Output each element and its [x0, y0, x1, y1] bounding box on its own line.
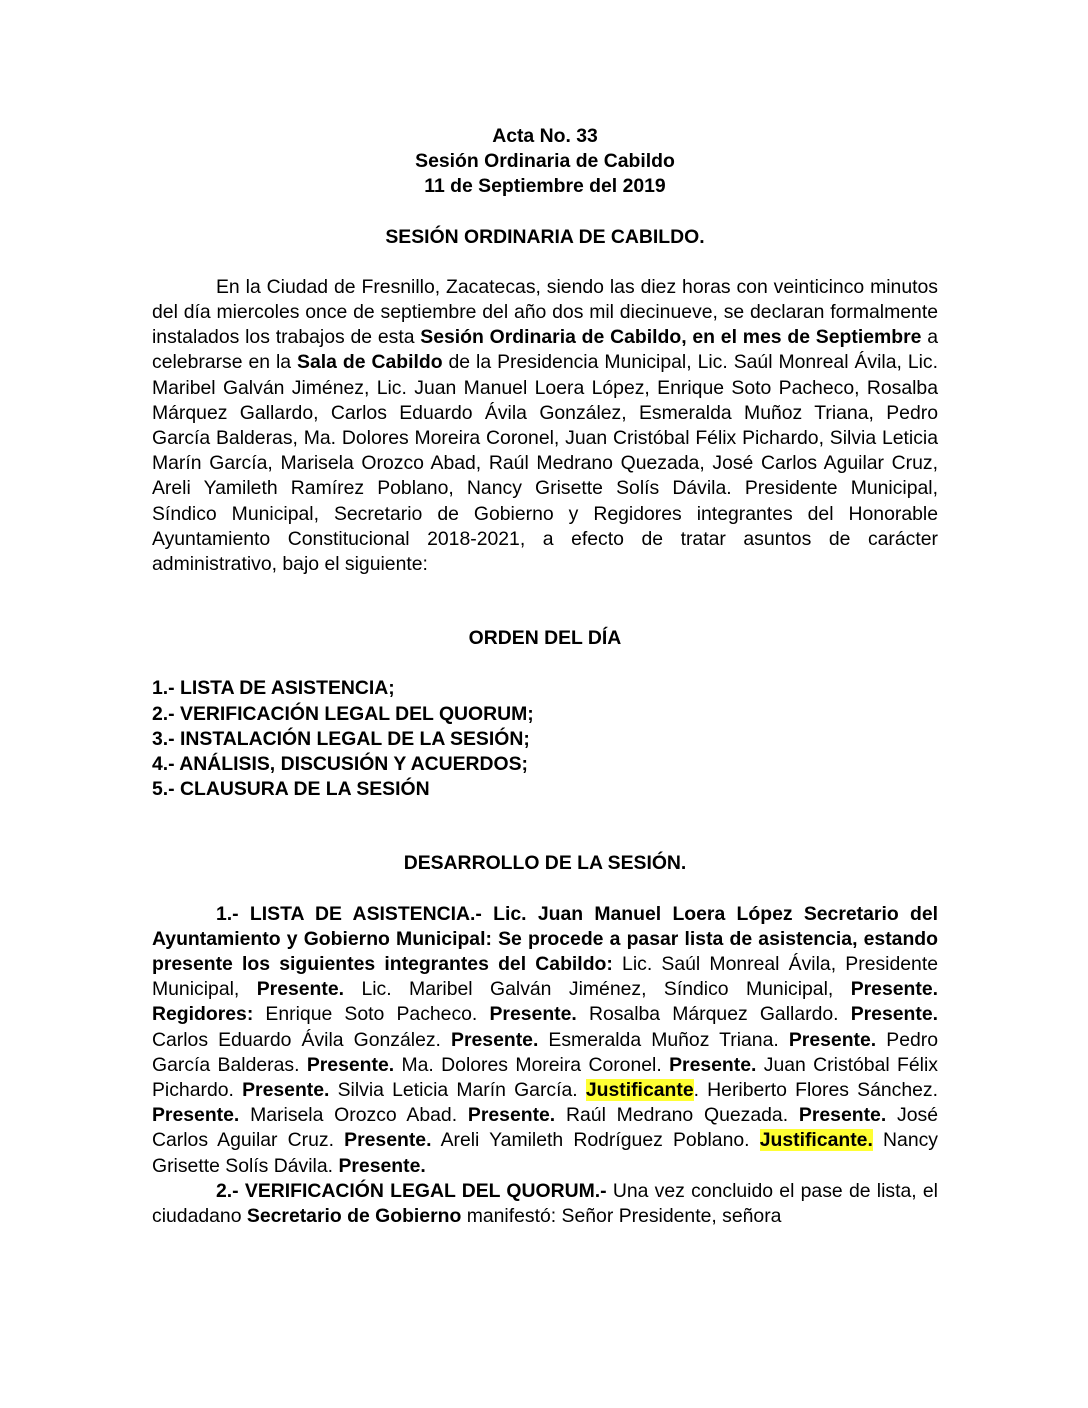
document-title: SESIÓN ORDINARIA DE CABILDO. — [385, 225, 705, 248]
present-mark: Presente. — [850, 978, 939, 1001]
intro-bold-room: Sala de Cabildo — [297, 351, 443, 374]
attendance-text: Silvia Leticia Marín García. — [329, 1078, 586, 1101]
present-mark: Presente. — [242, 1078, 330, 1101]
present-mark: Presente. — [306, 1053, 395, 1076]
justificante-highlight: Justificante. — [759, 1129, 873, 1152]
attendance-text: José Carlos Aguilar Cruz. — [152, 1104, 938, 1152]
attendance-text: Enrique Soto Pacheco. — [253, 1003, 490, 1026]
session-type: Sesión Ordinaria de Cabildo — [415, 150, 675, 173]
agenda-list — [152, 676, 938, 802]
regidores-label: Regidores: — [152, 1003, 254, 1026]
attendance-text: Lic. Maribel Galván Jiménez, Síndico Municipal, — [344, 978, 851, 1001]
quorum-text: Una vez concluido el pase de lista, el ciudadano — [152, 1179, 938, 1227]
attendance-text: Raúl Medrano Quezada. — [555, 1104, 799, 1127]
intro-bold-session: Sesión Ordinaria de Cabildo, en el mes de Septiembre — [420, 326, 922, 349]
development-title: DESARROLLO DE LA SESIÓN. — [403, 852, 687, 875]
act-header — [152, 124, 938, 200]
agenda-item: 5.- CLAUSURA DE LA SESIÓN — [152, 778, 430, 801]
attendance-text: Lic. Saúl Monreal Ávila, Presidente Municipal, — [152, 952, 938, 1001]
agenda-item: 3.- INSTALACIÓN LEGAL DE LA SESIÓN; — [152, 727, 530, 750]
attendance-text: Carlos Eduardo Ávila González. — [152, 1028, 452, 1051]
quorum-paragraph — [152, 1179, 938, 1229]
attendance-paragraph — [152, 902, 938, 1179]
attendance-text: . Heriberto Flores Sánchez. — [693, 1078, 938, 1101]
attendance-text: Rosalba Márquez Gallardo. — [576, 1003, 851, 1026]
document-body — [152, 124, 938, 1229]
present-mark: Presente. — [489, 1003, 577, 1026]
intro-text: de la Presidencia Municipal, Lic. Saúl Monreal Ávila, Lic. Maribel Galván Jiménez, Lic. Juan Manuel Loera López, Enrique Soto Pacheco, Rosalba Márquez Gallardo, Carlos Eduardo Ávila González, Esmeralda Muñoz Triana, Pedro García Balderas, Ma. Dolores Moreira Coronel, Juan Cristóbal Félix Pichardo, Silvia Leticia Marín García, Marisela Orozco Abad, Raúl Medrano Quezada, José Carlos Aguilar Cruz, Areli Yamileth Ramírez Poblano, Nancy Grisette Solís Dávila. Presidente Municipal, Síndico Municipal, Secretario de Gobierno y Regidores integrantes del Honorable Ayuntamiento Constitucional 2018-2021, a efecto de tratar asuntos de carácter administrativo, bajo el siguiente: — [152, 351, 939, 575]
agenda-title: ORDEN DEL DÍA — [468, 627, 622, 650]
intro-paragraph — [152, 275, 938, 577]
quorum-heading: 2.- VERIFICACIÓN LEGAL DEL QUORUM.- — [216, 1179, 607, 1202]
present-mark: Presente. — [338, 1154, 426, 1177]
present-mark: Presente. — [798, 1104, 887, 1127]
agenda-item: 2.- VERIFICACIÓN LEGAL DEL QUORUM; — [152, 702, 534, 725]
attendance-text: Esmeralda Muñoz Triana. — [538, 1028, 789, 1051]
intro-text: a celebrarse en la — [152, 326, 939, 374]
present-mark: Presente. — [256, 978, 345, 1001]
agenda-item: 1.- LISTA DE ASISTENCIA; — [152, 677, 395, 700]
act-number: Acta No. 33 — [492, 125, 598, 147]
attendance-text: Nancy Grisette Solís Dávila. — [152, 1129, 938, 1177]
present-mark: Presente. — [850, 1003, 938, 1026]
present-mark: Presente. — [451, 1028, 539, 1051]
present-mark: Presente. — [344, 1129, 432, 1152]
present-mark: Presente. — [152, 1104, 240, 1127]
attendance-text: Ma. Dolores Moreira Coronel. — [394, 1053, 670, 1076]
quorum-text: manifestó: Señor Presidente, señora — [461, 1204, 782, 1227]
agenda-item: 4.- ANÁLISIS, DISCUSIÓN Y ACUERDOS; — [152, 752, 529, 775]
intro-text: En la Ciudad de Fresnillo, Zacatecas, siendo las diez horas con veinticinco minutos del día miercoles once de septiembre del año dos mil diecinueve, se declaran formalmente instalados los trabajos de esta — [152, 275, 938, 349]
quorum-bold-secretary: Secretario de Gobierno — [246, 1204, 462, 1227]
attendance-text: Pedro García Balderas. — [152, 1028, 939, 1076]
session-date: 11 de Septiembre del 2019 — [424, 175, 666, 198]
justificante-highlight: Justificante — [585, 1078, 694, 1101]
attendance-text: Juan Cristóbal Félix Pichardo. — [152, 1053, 938, 1101]
attendance-heading: 1.- LISTA DE ASISTENCIA.- Lic. Juan Manuel Loera López Secretario del Ayuntamiento y Gobierno Municipal: Se procede a pasar lista de asistencia, estando presente los siguientes integrantes del Cabildo: — [152, 902, 938, 975]
present-mark: Presente. — [467, 1104, 556, 1127]
present-mark: Presente. — [788, 1028, 877, 1051]
attendance-text: Areli Yamileth Rodríguez Poblano. — [431, 1129, 760, 1152]
present-mark: Presente. — [669, 1053, 757, 1076]
attendance-text: Marisela Orozco Abad. — [239, 1104, 468, 1127]
